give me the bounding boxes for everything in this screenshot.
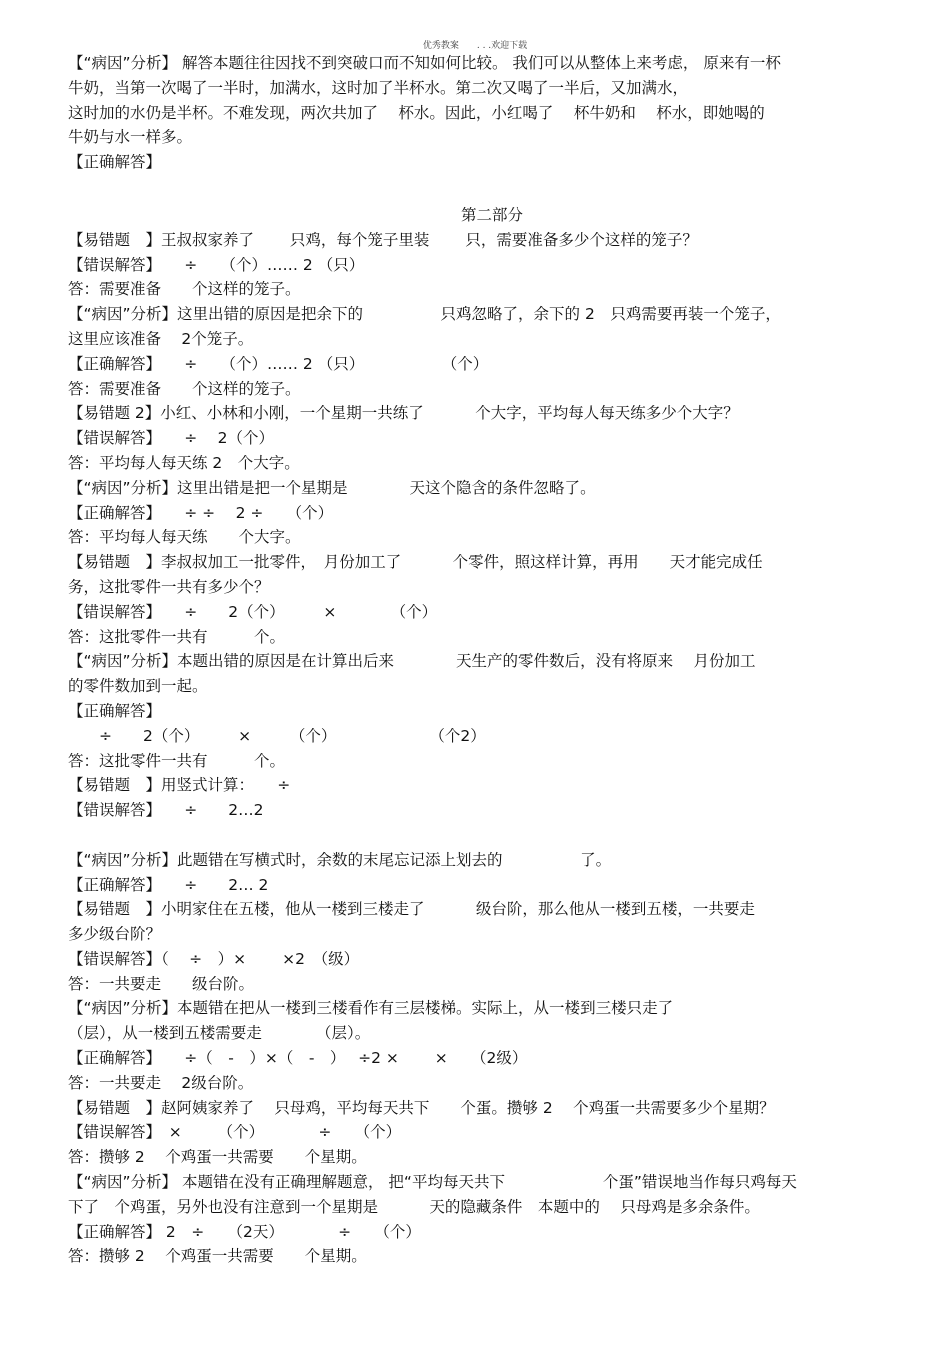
text-line: 【“病因”分析】本题错在把从一楼到三楼看作有三层楼梯。实际上，从一楼到三楼只走了 — [68, 999, 674, 1018]
text-line: 【错误解答】 ÷ （个）…… 2 （只） — [68, 255, 365, 274]
text-line: 【错误解答】 ÷ 2（个） — [68, 429, 275, 448]
text-line: 【正确解答】 2 ÷ （2天） ÷ （个） — [68, 1222, 421, 1241]
blank-line — [68, 823, 886, 848]
text-line: 多少级台阶？ — [68, 925, 162, 944]
text-line: 【正确解答】 ÷ 2… 2 — [68, 875, 269, 894]
text-line: 答：这批零件一共有 个。 — [68, 751, 286, 770]
text-line: 【错误解答】 × （个） ÷ （个） — [68, 1123, 402, 1142]
text-line: 答：攒够 2 个鸡蛋一共需要 个星期。 — [68, 1247, 367, 1266]
text-line: 答：攒够 2 个鸡蛋一共需要 个星期。 — [68, 1148, 367, 1167]
text-line: 【“病因”分析】本题出错的原因是在计算出后来 天生产的零件数后，没有将原来 月份加工 — [68, 652, 756, 671]
text-line: 【错误解答】 ÷ 2（个） × （个） — [68, 602, 438, 621]
text-line: 答：一共要走 2级台阶。 — [68, 1073, 254, 1092]
text-line: 【正确解答】 — [68, 153, 162, 172]
text-line: 答：需要准备 个这样的笼子。 — [68, 379, 301, 398]
text-line: （层），从一楼到五楼需要走 （层）。 — [68, 1024, 371, 1043]
text-line: 【正确解答】 ÷ ÷ 2 ÷ （个） — [68, 503, 334, 522]
text-line: 【正确解答】 — [68, 701, 162, 720]
text-line: 牛奶与水一样多。 — [68, 128, 193, 147]
section-title: 第二部分 — [460, 205, 523, 224]
text-line: 【易错题 】用竖式计算： ÷ — [68, 776, 291, 795]
page-header: 优秀教案 . . .欢迎下载 — [422, 41, 528, 51]
text-line: 的零件数加到一起。 — [68, 677, 208, 696]
text-line: 答：这批零件一共有 个。 — [68, 627, 286, 646]
text-line: 【错误解答】 ÷ 2…2 — [68, 801, 264, 820]
text-line: ÷ 2（个） × （个） （个2） — [68, 726, 486, 745]
text-line: 【易错题 】李叔叔加工一批零件， 月份加工了 个零件，照这样计算，再用 天才能完成任 — [68, 553, 763, 572]
text-line: 【“病因”分析】这里出错的原因是把余下的 只鸡忽略了，余下的 2 只鸡需要再装一个笼子， — [68, 305, 781, 324]
text-line: 【错误解答】（ ÷ ）× ×2 （级） — [68, 949, 360, 968]
text-line: 这时加的水仍是半杯。不难发现，两次共加了 杯水。因此，小红喝了 杯牛奶和 杯水，即她喝的 — [68, 103, 765, 122]
text-line: 【易错题 2】小红、小林和小刚，一个星期一共练了 个大字，平均每人每天练多少个大字？ — [68, 404, 739, 423]
text-line: 答：平均每人每天练 个大字。 — [68, 528, 301, 547]
text-line: 这里应该准备 2个笼子。 — [68, 329, 254, 348]
text-line: 【易错题 】赵阿姨家养了 只母鸡，平均每天共下 个蛋。攒够 2 个鸡蛋一共需要多少个星期？ — [68, 1098, 775, 1117]
text-line: 【易错题 】王叔叔家养了 只鸡，每个笼子里装 只，需要准备多少个这样的笼子？ — [68, 230, 698, 249]
text-line: 【正确解答】 ÷（ - ）×（ - ） ÷2 × × （2级） — [68, 1049, 528, 1068]
text-line: 【“病因”分析】此题错在写横式时，余数的末尾忘记添上划去的 了。 — [68, 850, 612, 869]
document-body — [68, 51, 886, 1269]
text-line: 【易错题 】小明家住在五楼，他从一楼到三楼走了 级台阶，那么他从一楼到五楼，一共要走 — [68, 900, 755, 919]
text-line: 答：需要准备 个这样的笼子。 — [68, 280, 301, 299]
text-line: 【“病因”分析】 本题错在没有正确理解题意， 把“平均每天共下 个蛋”错误地当作每只鸡每天 — [68, 1173, 797, 1192]
blank-line — [68, 175, 886, 203]
text-line: 答：平均每人每天练 2 个大字。 — [68, 453, 300, 472]
text-line: 下了 个鸡蛋，另外也没有注意到一个星期是 天的隐藏条件 本题中的 只母鸡是多余条件。 — [68, 1197, 760, 1216]
text-line: 答：一共要走 级台阶。 — [68, 974, 255, 993]
text-line: 【“病因”分析】 解答本题往往因找不到突破口而不知如何比较。 我们可以从整体上来考虑， 原来有一杯 — [68, 54, 781, 72]
text-line: 牛奶，当第一次喝了一半时，加满水，这时加了半杯水。第二次又喝了一半后，又加满水， — [68, 78, 689, 97]
text-line: 务，这批零件一共有多少个？ — [68, 577, 270, 596]
text-line: 【“病因”分析】这里出错是把一个星期是 天这个隐含的条件忽略了。 — [68, 478, 596, 497]
text-line: 【正确解答】 ÷ （个）…… 2 （只） （个） — [68, 354, 489, 373]
